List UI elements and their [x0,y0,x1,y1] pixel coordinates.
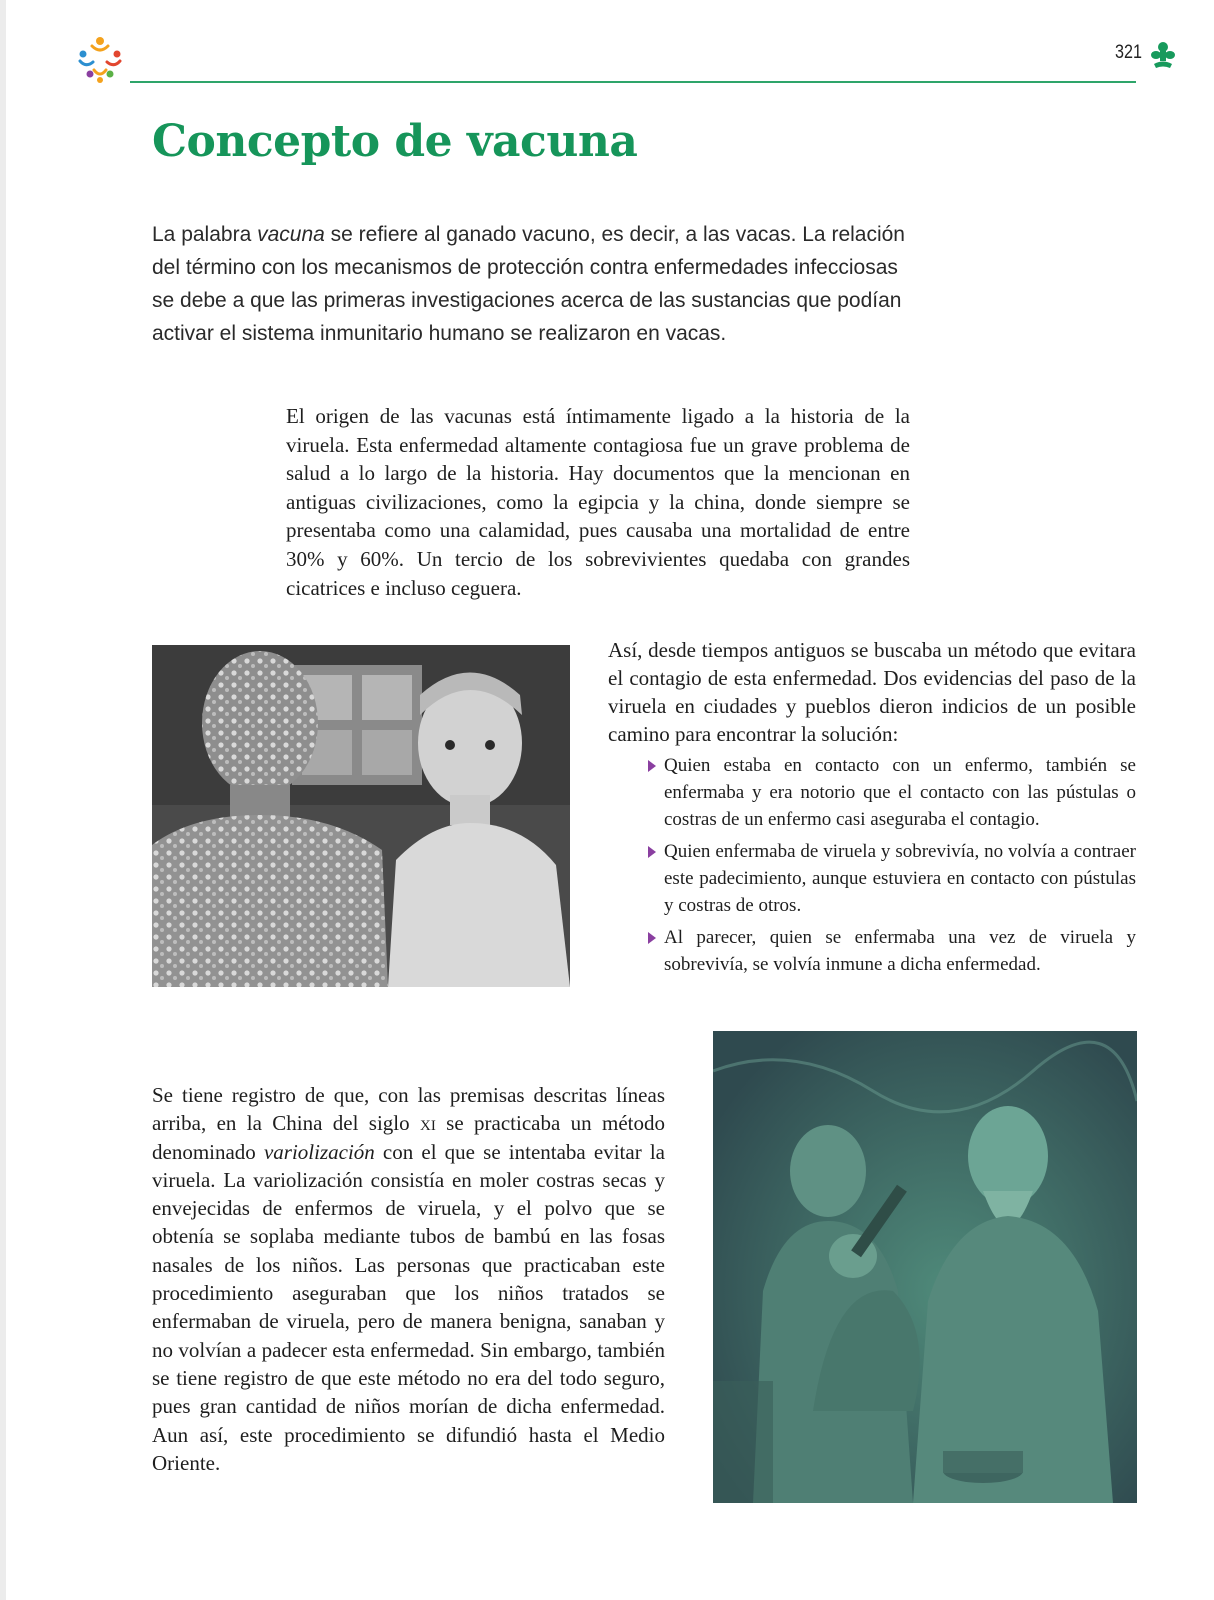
people-circle-logo-icon [74,34,126,84]
intro-paragraph [152,218,910,350]
origin-paragraph: El origen de las vacunas está íntimamente ligado a la historia de la viruela. Esta enfermedad altamente contagiosa fue un grave problema de salud a lo largo de la historia. Hay documentos que la mencionan en antiguas civilizaciones, como la egipcia y la china, donde siempre se presentaba como una calamidad, pues causaba una mortalidad de entre 30% y 60%. Un tercio de los sobrevivientes quedaba con grandes cicatrices e incluso ceguera. [286,404,910,600]
intro-text-start: La palabra [152,223,258,246]
header-rule [130,81,1136,83]
list-item [646,924,1136,978]
triangle-bullet-icon [648,846,656,858]
intro-emphasis: vacuna [257,223,325,246]
green-emblem-icon [1150,40,1176,70]
list-item-text: Quien estaba en contacto con un enfermo, también se enfermaba y era notorio que el contacto con las pústulas o costras de un enfermo casi aseguraba el contagio. [664,755,1136,830]
variolation-relief-image [713,1031,1137,1503]
list-item-text: Quien enfermaba de viruela y sobrevivía, no volvía a contraer este padecimiento, aunque estuviera en contacto con pústulas y costras de otros. [664,841,1136,916]
smallpox-children-photo [152,645,570,987]
list-item [646,752,1136,833]
variolation-text-1: Se tiene registro de que, con las premisas descritas líneas arriba, en la China del siglo [152,1083,665,1136]
triangle-bullet-icon [648,760,656,772]
intro-text-end: se refiere al ganado vacuno, es decir, a las vacas. La relación del término con los mecanismos de protección contra enfermedades infecciosas se debe a que las primeras investigaciones acerca de las sustancias que podían activar el sistema inmunitario humano se realizaron en vacas. [152,223,905,345]
century-numeral: xi [420,1111,436,1136]
page-edge-shadow [0,0,6,1600]
variolation-text-2: se practicaba un método denominado [152,1111,666,1164]
page-number: 321 [1115,42,1142,63]
search-paragraph: Así, desde tiempos antiguos se buscaba un método que evitara el contagio de esta enfermedad. Dos evidencias del paso de la viruela en ciudades y pueblos dieron indicios de un posible camino para encontrar la solución: [608,638,1136,746]
list-item [646,838,1136,919]
variolation-paragraph [152,1081,665,1477]
variolation-term: variolización [263,1139,375,1164]
triangle-bullet-icon [648,932,656,944]
page-title: Concepto de vacuna [152,116,638,167]
evidence-list [646,752,1136,983]
variolation-text-3: con el que se intentaba evitar la viruela. La variolización consistía en moler costras secas y envejecidas de enfermos de viruela, y el polvo que se obtenía se soplaba mediante tubos de bambú en las fosas nasales de los niños. Las personas que practicaban este procedimiento aseguraban que los niños tratados se enfermaban de viruela, pero de manera benigna, sanaban y no volvían a padecer esta enfermedad. Sin embargo, también se tiene registro de que este método no era del todo seguro, pues gran cantidad de niños morían de dicha enfermedad. Aun así, este procedimiento se difundió hasta el Medio Oriente. [152,1139,665,1475]
list-item-text: Al parecer, quien se enfermaba una vez de viruela y sobrevivía, se volvía inmune a dicha enfermedad. [664,927,1136,975]
